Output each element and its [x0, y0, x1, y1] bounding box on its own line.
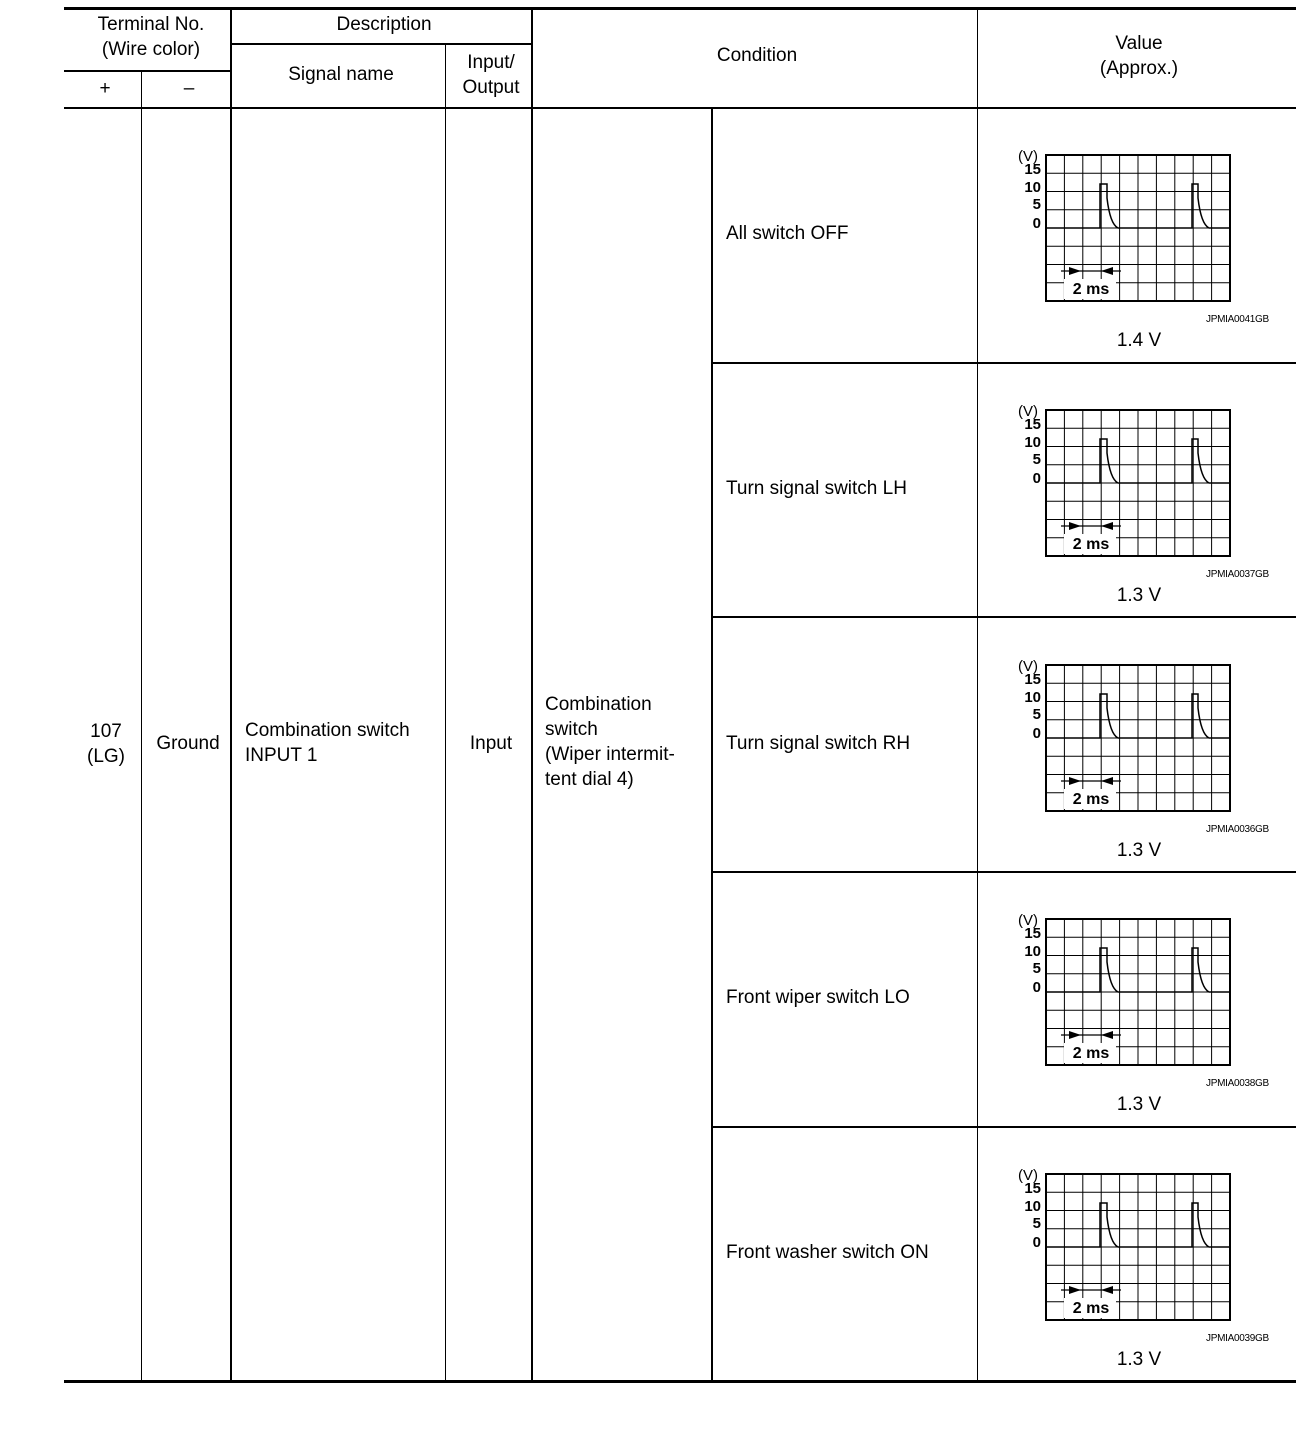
figure-code: JPMIA0041GB	[1206, 314, 1269, 325]
approx-value: 1.3 V	[1116, 585, 1162, 606]
scope-y-tick: 10	[1024, 179, 1041, 196]
time-scale-label: 2 ms	[1072, 791, 1110, 808]
terminal-plus-number: 107	[90, 721, 122, 742]
col-line-subcondition	[711, 107, 713, 1381]
oscilloscope-waveform	[1015, 400, 1235, 560]
scope-y-tick: 10	[1024, 943, 1041, 960]
scope-unit-label: (V)	[1018, 658, 1038, 675]
header-input-output-line2: Output	[462, 77, 520, 98]
scope-y-tick: 15	[1024, 1180, 1041, 1197]
header-plus: +	[99, 78, 111, 99]
header-minus: –	[183, 78, 195, 99]
time-scale-label: 2 ms	[1072, 536, 1110, 553]
header-divider-description	[231, 43, 532, 45]
terminal-plus-wire-color: (LG)	[87, 746, 125, 767]
scope-unit-label: (V)	[1018, 912, 1038, 929]
header-bottom-border	[64, 107, 1296, 109]
oscilloscope-waveform	[1015, 145, 1235, 305]
scope-y-tick: 5	[1032, 706, 1041, 723]
signal-name-line1: Combination switch	[245, 720, 410, 741]
header-terminal-no: Terminal No.	[97, 14, 205, 35]
scope-y-tick: 10	[1024, 1198, 1041, 1215]
header-signal-name: Signal name	[288, 64, 394, 85]
approx-value: 1.4 V	[1116, 330, 1162, 351]
header-divider-terminal	[64, 70, 231, 72]
scope-y-tick: 5	[1032, 1215, 1041, 1232]
scope-y-tick: 10	[1024, 434, 1041, 451]
table-bottom-border	[64, 1380, 1296, 1383]
sub-condition-label: Turn signal switch RH	[726, 733, 911, 754]
time-scale-label: 2 ms	[1072, 1045, 1110, 1062]
scope-y-tick: 0	[1032, 725, 1041, 742]
scope-y-tick: 0	[1032, 470, 1041, 487]
col-line-io	[445, 43, 446, 1381]
figure-code: JPMIA0037GB	[1206, 569, 1269, 580]
sub-condition-label: Front wiper switch LO	[726, 987, 910, 1008]
col-line-signal	[230, 9, 232, 1381]
header-description: Description	[336, 14, 432, 35]
header-condition: Condition	[716, 45, 798, 66]
header-wire-color: (Wire color)	[101, 39, 201, 60]
scope-unit-label: (V)	[1018, 403, 1038, 420]
scope-unit-label: (V)	[1018, 148, 1038, 165]
time-marker-arrow	[1101, 777, 1113, 785]
col-line-value	[977, 9, 978, 1381]
scope-y-tick: 5	[1032, 960, 1041, 977]
col-line-condition	[531, 9, 533, 1381]
approx-value: 1.3 V	[1116, 840, 1162, 861]
scope-y-tick: 5	[1032, 196, 1041, 213]
time-marker-arrow	[1069, 777, 1081, 785]
condition-main-line1: Combination	[545, 694, 652, 715]
time-marker-arrow	[1069, 267, 1081, 275]
signal-name-line2: INPUT 1	[245, 745, 318, 766]
col-line-minus	[141, 70, 142, 1381]
row-divider-4	[712, 1126, 1296, 1128]
sub-condition-label: All switch OFF	[726, 223, 849, 244]
sub-condition-label: Turn signal switch LH	[726, 478, 907, 499]
scope-y-tick: 15	[1024, 161, 1041, 178]
scope-y-tick: 0	[1032, 1234, 1041, 1251]
condition-main-line3: (Wiper intermit-	[545, 744, 675, 765]
scope-y-tick: 15	[1024, 925, 1041, 942]
figure-code: JPMIA0036GB	[1206, 824, 1269, 835]
row-divider-1	[712, 362, 1296, 364]
header-value-line1: Value	[1115, 33, 1163, 54]
scope-y-tick: 15	[1024, 671, 1041, 688]
time-marker-arrow	[1069, 522, 1081, 530]
time-marker-arrow	[1101, 1031, 1113, 1039]
time-marker-arrow	[1069, 1286, 1081, 1294]
oscilloscope-waveform	[1015, 909, 1235, 1069]
scope-y-tick: 0	[1032, 215, 1041, 232]
scope-y-tick: 0	[1032, 979, 1041, 996]
condition-main-line4: tent dial 4)	[545, 769, 634, 790]
time-marker-arrow	[1101, 522, 1113, 530]
time-marker-arrow	[1101, 1286, 1113, 1294]
header-value-line2: (Approx.)	[1099, 58, 1179, 79]
time-scale-label: 2 ms	[1072, 1300, 1110, 1317]
time-marker-arrow	[1101, 267, 1113, 275]
figure-code: JPMIA0039GB	[1206, 1333, 1269, 1344]
scope-y-tick: 5	[1032, 451, 1041, 468]
approx-value: 1.3 V	[1116, 1094, 1162, 1115]
scope-y-tick: 15	[1024, 416, 1041, 433]
figure-code: JPMIA0038GB	[1206, 1078, 1269, 1089]
table-top-border	[64, 7, 1296, 10]
condition-main-line2: switch	[545, 719, 598, 740]
row-divider-3	[712, 871, 1296, 873]
approx-value: 1.3 V	[1116, 1349, 1162, 1370]
oscilloscope-waveform	[1015, 1164, 1235, 1324]
oscilloscope-waveform	[1015, 655, 1235, 815]
scope-y-tick: 10	[1024, 689, 1041, 706]
scope-unit-label: (V)	[1018, 1167, 1038, 1184]
sub-condition-label: Front washer switch ON	[726, 1242, 929, 1263]
header-input-output-line1: Input/	[467, 52, 515, 73]
io-value: Input	[469, 733, 513, 754]
time-scale-label: 2 ms	[1072, 281, 1110, 298]
time-marker-arrow	[1069, 1031, 1081, 1039]
terminal-minus: Ground	[156, 733, 220, 754]
row-divider-2	[712, 616, 1296, 618]
